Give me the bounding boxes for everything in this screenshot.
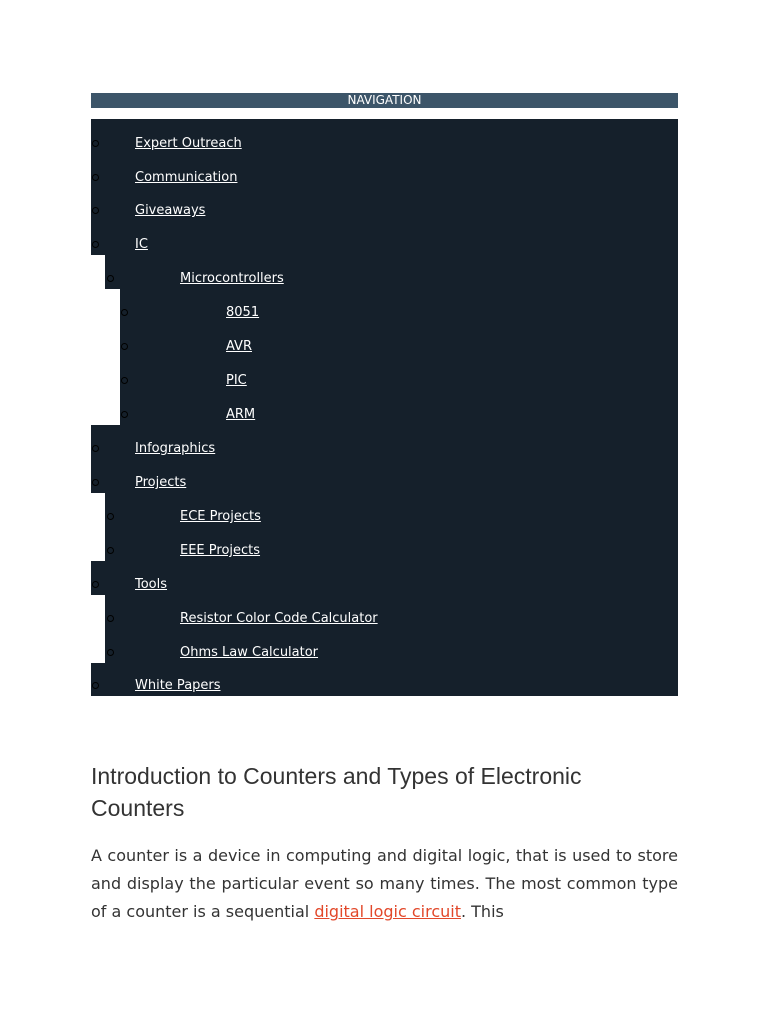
nav-link-white-papers[interactable]: White Papers <box>135 678 221 693</box>
bullet-icon <box>92 581 99 588</box>
nav-link-expert-outreach[interactable]: Expert Outreach <box>135 136 242 151</box>
nav-link-resistor-color-code-calculator[interactable]: Resistor Color Code Calculator <box>180 611 378 626</box>
nav-link-communication[interactable]: Communication <box>135 170 238 185</box>
bullet-icon <box>92 241 99 248</box>
nav-link-giveaways[interactable]: Giveaways <box>135 203 206 218</box>
nav-indent-notch <box>91 493 105 561</box>
bullet-icon <box>92 479 99 486</box>
bullet-icon <box>107 275 114 282</box>
bullet-icon <box>121 309 128 316</box>
bullet-icon <box>121 377 128 384</box>
nav-link-eee-projects[interactable]: EEE Projects <box>180 543 261 558</box>
bullet-icon <box>121 411 128 418</box>
bullet-icon <box>121 343 128 350</box>
article-title: Introduction to Counters and Types of Electronic Counters <box>91 763 582 821</box>
article-paragraph <box>91 842 678 926</box>
nav-link-projects[interactable]: Projects <box>135 475 187 490</box>
nav-link-infographics[interactable]: Infographics <box>135 441 216 456</box>
navigation-header: NAVIGATION <box>91 93 678 108</box>
bullet-icon <box>92 140 99 147</box>
nav-link-tools[interactable]: Tools <box>135 577 168 592</box>
nav-link-ohms-law-calculator[interactable]: Ohms Law Calculator <box>180 645 319 660</box>
bullet-icon <box>107 615 114 622</box>
paragraph-text-start: A counter is a device in computing and digital logic, that is used to store and display the particular event so many times. The most common type of a counter is a sequential <box>91 846 678 921</box>
bullet-icon <box>92 207 99 214</box>
nav-indent-notch <box>91 289 120 425</box>
nav-link-ic[interactable]: IC <box>135 237 148 252</box>
nav-link-ece-projects[interactable]: ECE Projects <box>180 509 261 524</box>
bullet-icon <box>107 649 114 656</box>
bullet-icon <box>92 682 99 689</box>
nav-link-microcontrollers[interactable]: Microcontrollers <box>180 271 284 286</box>
nav-link-8051[interactable]: 8051 <box>226 305 260 320</box>
bullet-icon <box>92 445 99 452</box>
bullet-icon <box>107 513 114 520</box>
bullet-icon <box>107 547 114 554</box>
navigation-panel <box>91 119 678 696</box>
nav-link-pic[interactable]: PIC <box>226 373 247 388</box>
nav-indent-notch <box>91 255 105 291</box>
paragraph-text-end: . This <box>460 902 504 921</box>
digital-logic-circuit-link[interactable]: digital logic circuit <box>314 902 461 921</box>
nav-link-avr[interactable]: AVR <box>226 339 252 354</box>
nav-indent-notch <box>91 595 105 663</box>
nav-link-arm[interactable]: ARM <box>226 407 256 422</box>
bullet-icon <box>92 174 99 181</box>
